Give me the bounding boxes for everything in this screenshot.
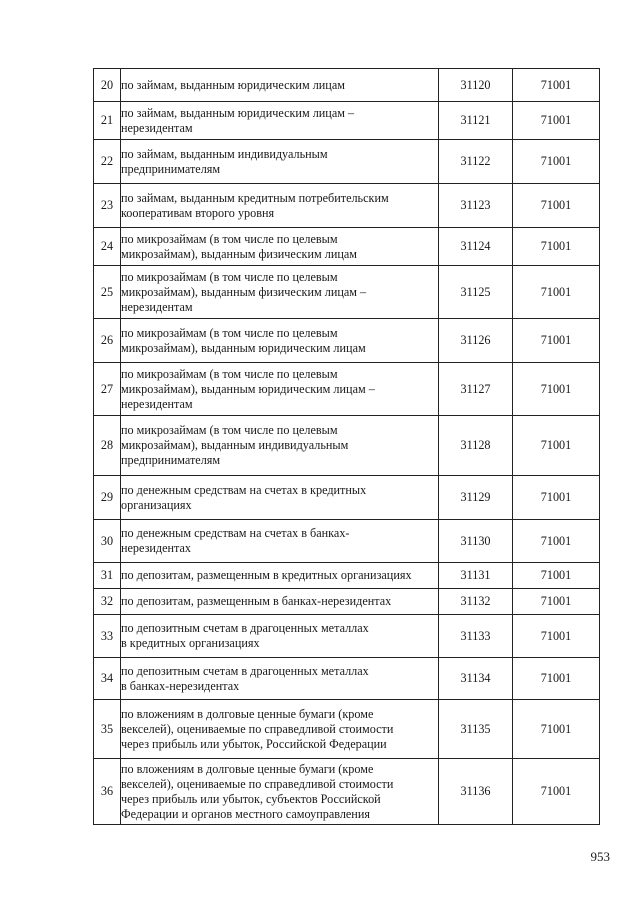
table-body bbox=[94, 69, 600, 825]
row-symbol: 71001 bbox=[513, 476, 600, 520]
table-row bbox=[94, 319, 600, 363]
table-row bbox=[94, 589, 600, 615]
row-description: по микрозаймам (в том числе по целевым микрозаймам), выданным физическим лицам bbox=[121, 228, 439, 266]
row-code: 31136 bbox=[439, 759, 513, 825]
row-code: 31127 bbox=[439, 363, 513, 416]
row-description: по вложениям в долговые ценные бумаги (кроме векселей), оцениваемые по справедливой стоимости через прибыль или убыток, Российской Федерации bbox=[121, 700, 439, 759]
row-description: по микрозаймам (в том числе по целевым микрозаймам), выданным физическим лицам – нерезидентам bbox=[121, 266, 439, 319]
table-row bbox=[94, 416, 600, 476]
table-row bbox=[94, 266, 600, 319]
row-number: 34 bbox=[94, 658, 121, 700]
row-code: 31130 bbox=[439, 520, 513, 563]
row-code: 31135 bbox=[439, 700, 513, 759]
row-symbol: 71001 bbox=[513, 563, 600, 589]
row-symbol: 71001 bbox=[513, 69, 600, 102]
row-number: 30 bbox=[94, 520, 121, 563]
row-number: 27 bbox=[94, 363, 121, 416]
row-symbol: 71001 bbox=[513, 658, 600, 700]
row-number: 33 bbox=[94, 615, 121, 658]
row-description: по депозитным счетам в драгоценных металлах в кредитных организациях bbox=[121, 615, 439, 658]
row-number: 28 bbox=[94, 416, 121, 476]
row-description: по микрозаймам (в том числе по целевым микрозаймам), выданным индивидуальным предпринимателям bbox=[121, 416, 439, 476]
row-description: по займам, выданным юридическим лицам bbox=[121, 69, 439, 102]
row-symbol: 71001 bbox=[513, 759, 600, 825]
table-row bbox=[94, 102, 600, 140]
row-code: 31132 bbox=[439, 589, 513, 615]
row-description: по займам, выданным юридическим лицам – нерезидентам bbox=[121, 102, 439, 140]
row-code: 31120 bbox=[439, 69, 513, 102]
row-number: 21 bbox=[94, 102, 121, 140]
row-description: по денежным средствам на счетах в кредитных организациях bbox=[121, 476, 439, 520]
row-number: 22 bbox=[94, 140, 121, 184]
row-symbol: 71001 bbox=[513, 102, 600, 140]
row-code: 31133 bbox=[439, 615, 513, 658]
row-description: по микрозаймам (в том числе по целевым микрозаймам), выданным юридическим лицам – нерезидентам bbox=[121, 363, 439, 416]
table-row bbox=[94, 615, 600, 658]
row-code: 31134 bbox=[439, 658, 513, 700]
row-code: 31131 bbox=[439, 563, 513, 589]
row-description: по вложениям в долговые ценные бумаги (кроме векселей), оцениваемые по справедливой стоимости через прибыль или убыток, субъектов Российской Федерации и органов местного самоуправления bbox=[121, 759, 439, 825]
row-symbol: 71001 bbox=[513, 416, 600, 476]
row-number: 36 bbox=[94, 759, 121, 825]
row-symbol: 71001 bbox=[513, 700, 600, 759]
row-symbol: 71001 bbox=[513, 319, 600, 363]
row-number: 20 bbox=[94, 69, 121, 102]
row-number: 26 bbox=[94, 319, 121, 363]
row-code: 31128 bbox=[439, 416, 513, 476]
row-symbol: 71001 bbox=[513, 228, 600, 266]
row-symbol: 71001 bbox=[513, 140, 600, 184]
row-code: 31122 bbox=[439, 140, 513, 184]
table-row bbox=[94, 759, 600, 825]
row-symbol: 71001 bbox=[513, 520, 600, 563]
row-symbol: 71001 bbox=[513, 266, 600, 319]
row-symbol: 71001 bbox=[513, 589, 600, 615]
code-table bbox=[93, 68, 600, 825]
row-number: 32 bbox=[94, 589, 121, 615]
row-description: по депозитным счетам в драгоценных металлах в банках-нерезидентах bbox=[121, 658, 439, 700]
row-description: по микрозаймам (в том числе по целевым микрозаймам), выданным юридическим лицам bbox=[121, 319, 439, 363]
table-row bbox=[94, 658, 600, 700]
row-code: 31125 bbox=[439, 266, 513, 319]
row-symbol: 71001 bbox=[513, 363, 600, 416]
row-number: 35 bbox=[94, 700, 121, 759]
row-number: 23 bbox=[94, 184, 121, 228]
table-row bbox=[94, 520, 600, 563]
row-code: 31123 bbox=[439, 184, 513, 228]
row-number: 25 bbox=[94, 266, 121, 319]
row-description: по займам, выданным кредитным потребительским кооперативам второго уровня bbox=[121, 184, 439, 228]
row-code: 31124 bbox=[439, 228, 513, 266]
page-number: 953 bbox=[590, 849, 610, 864]
row-number: 29 bbox=[94, 476, 121, 520]
row-description: по депозитам, размещенным в банках-нерезидентах bbox=[121, 589, 439, 615]
table-row bbox=[94, 363, 600, 416]
table-row bbox=[94, 140, 600, 184]
row-number: 24 bbox=[94, 228, 121, 266]
row-code: 31121 bbox=[439, 102, 513, 140]
table-row bbox=[94, 476, 600, 520]
row-symbol: 71001 bbox=[513, 615, 600, 658]
row-description: по депозитам, размещенным в кредитных организациях bbox=[121, 563, 439, 589]
table-row bbox=[94, 184, 600, 228]
table-row bbox=[94, 69, 600, 102]
table-row bbox=[94, 700, 600, 759]
row-code: 31129 bbox=[439, 476, 513, 520]
row-description: по денежным средствам на счетах в банках- нерезидентах bbox=[121, 520, 439, 563]
table-row bbox=[94, 228, 600, 266]
row-number: 31 bbox=[94, 563, 121, 589]
row-symbol: 71001 bbox=[513, 184, 600, 228]
table-row bbox=[94, 563, 600, 589]
row-code: 31126 bbox=[439, 319, 513, 363]
row-description: по займам, выданным индивидуальным предпринимателям bbox=[121, 140, 439, 184]
